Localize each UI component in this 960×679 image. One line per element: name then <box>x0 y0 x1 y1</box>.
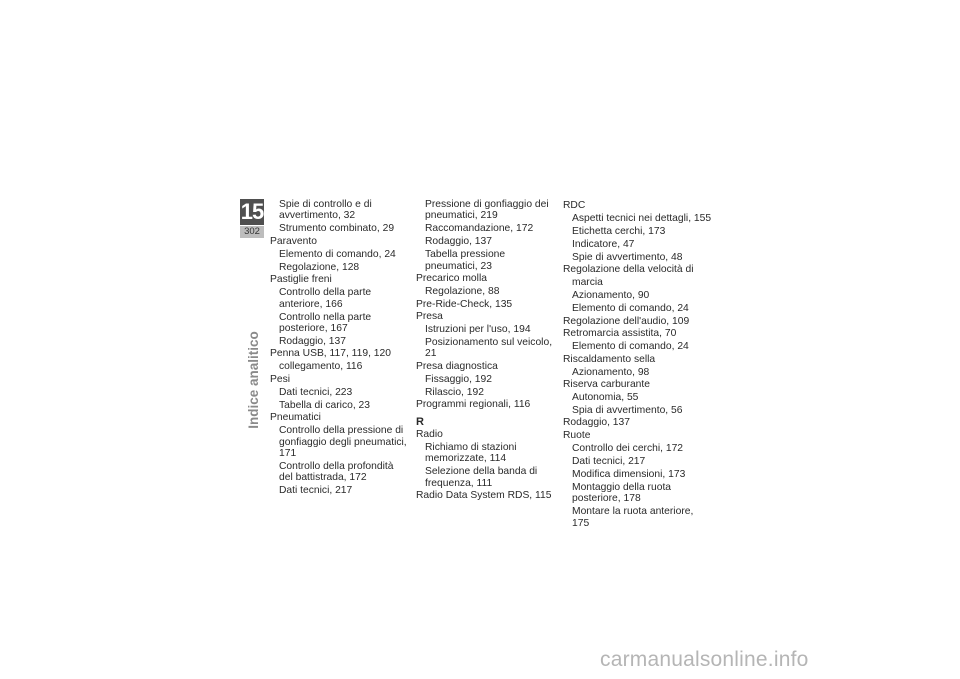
index-subentry: Pressione di gonfiaggio dei pneumatici, 219 <box>425 199 549 222</box>
index-subentry: Regolazione, 128 <box>279 261 360 273</box>
index-subentry: Spie di avvertimento, 48 <box>572 252 683 263</box>
index-entry: Rodaggio, 137 <box>563 417 630 429</box>
index-entry: Ruote <box>563 429 591 441</box>
index-letter-heading: R <box>416 415 424 428</box>
index-subentry: Rodaggio, 137 <box>425 236 492 248</box>
index-subentry: Elemento di comando, 24 <box>279 248 396 260</box>
index-entry: Retromarcia assistita, 70 <box>563 328 677 340</box>
index-entry: Riscaldamento sella <box>563 353 656 365</box>
index-subentry: Spia di avvertimento, 56 <box>572 405 683 417</box>
index-subentry: Controllo della profondità del battistrada, 172 <box>279 461 394 484</box>
index-subentry: Indicatore, 47 <box>572 239 635 250</box>
index-subentry: Controllo nella parte posteriore, 167 <box>279 311 372 335</box>
index-subentry: Controllo della parte anteriore, 166 <box>279 287 372 310</box>
index-entry: Programmi regionali, 116 <box>416 399 531 411</box>
index-column-2 <box>416 199 558 502</box>
index-subentry: marcia <box>572 277 603 289</box>
index-subentry: Dati tecnici, 223 <box>279 386 353 398</box>
index-subentry: Tabella di carico, 23 <box>279 399 371 411</box>
index-subentry: Raccomandazione, 172 <box>425 223 534 235</box>
page-number: 302 <box>240 226 264 238</box>
index-entry: Presa <box>416 311 443 323</box>
index-subentry: Istruzioni per l'uso, 194 <box>425 324 531 336</box>
index-entry: Pesi <box>270 373 291 385</box>
index-entry: Presa diagnostica <box>416 360 498 372</box>
index-entry: Radio Data System RDS, 115 <box>416 490 552 502</box>
index-subentry: Elemento di comando, 24 <box>572 303 689 315</box>
watermark: carmanualsonline.info <box>600 648 809 671</box>
index-subentry: Regolazione, 88 <box>425 286 500 298</box>
index-entry: Riserva carburante <box>563 379 650 391</box>
index-subentry: Posizionamento sul veicolo, 21 <box>425 337 553 360</box>
index-column-3 <box>563 199 713 529</box>
index-subentry: Selezione della banda di frequenza, 111 <box>425 466 538 489</box>
section-title-text: Indice analitico <box>245 331 261 429</box>
index-entry: Precarico molla <box>416 273 487 285</box>
index-subentry: Azionamento, 98 <box>572 366 650 378</box>
index-entry: Radio <box>416 429 443 441</box>
index-subentry: Spie di controllo e di avvertimento, 32 <box>279 199 372 222</box>
index-subentry: Fissaggio, 192 <box>425 373 492 385</box>
index-subentry: Tabella pressione pneumatici, 23 <box>425 249 506 272</box>
index-entry: Regolazione dell'audio, 109 <box>563 315 690 327</box>
index-subentry: Rodaggio, 137 <box>279 336 346 348</box>
index-entry: Paravento <box>270 235 317 247</box>
index-column-1 <box>270 199 410 497</box>
index-entry: RDC <box>563 200 586 211</box>
index-entry: Penna USB, 117, 119, 120 <box>270 348 391 360</box>
index-subentry: Montaggio della ruota posteriore, 178 <box>572 481 672 505</box>
index-subentry: Modifica dimensioni, 173 <box>572 468 686 480</box>
index-entry: Pneumatici <box>270 412 321 424</box>
index-subentry: Azionamento, 90 <box>572 290 650 302</box>
index-subentry: Richiamo di stazioni memorizzate, 114 <box>425 442 517 465</box>
index-subentry: Elemento di comando, 24 <box>572 341 689 353</box>
index-subentry: collegamento, 116 <box>279 361 363 373</box>
index-subentry: Dati tecnici, 217 <box>572 455 646 467</box>
index-subentry: Dati tecnici, 217 <box>279 485 353 497</box>
section-title <box>243 331 263 429</box>
index-subentry: Rilascio, 192 <box>425 386 484 398</box>
index-subentry: Autonomia, 55 <box>572 392 639 404</box>
index-subentry: Montare la ruota anteriore, 175 <box>572 506 694 529</box>
index-entry: Pre-Ride-Check, 135 <box>416 298 513 310</box>
index-subentry: Strumento combinato, 29 <box>279 223 395 235</box>
index-subentry: Controllo dei cerchi, 172 <box>572 442 684 454</box>
chapter-number: 15 <box>240 199 264 224</box>
index-subentry: Etichetta cerchi, 173 <box>572 226 666 237</box>
index-subentry: Controllo della pressione di gonfiaggio degli pneumatici, 171 <box>279 425 407 460</box>
index-entry: Regolazione della velocità di <box>563 264 694 276</box>
index-subentry: Aspetti tecnici nei dettagli, 155 <box>572 213 712 224</box>
index-entry: Pastiglie freni <box>270 274 332 286</box>
